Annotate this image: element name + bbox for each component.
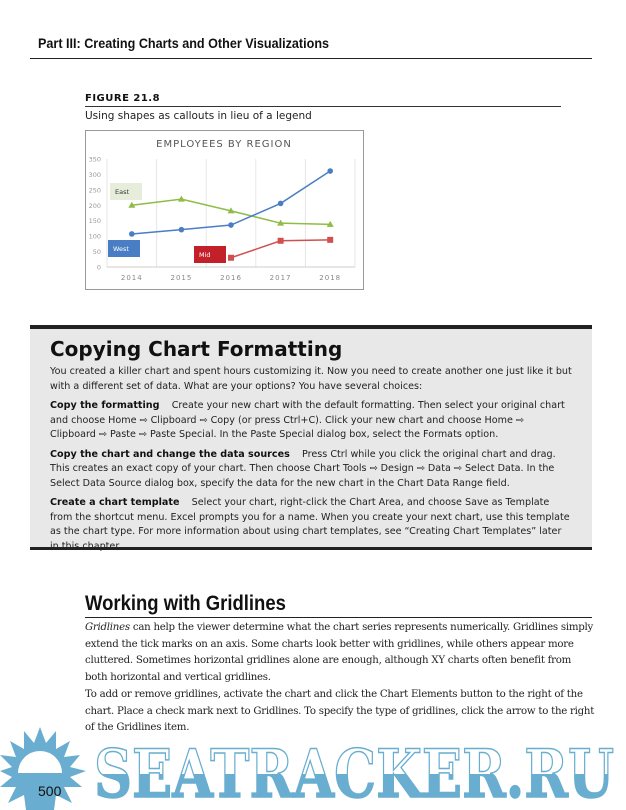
figure-caption: Using shapes as callouts in lieu of a legend (85, 110, 312, 122)
y-tick-label: 0 (96, 263, 101, 272)
section-heading: Working with Gridlines (85, 592, 286, 615)
term-gridlines: Gridlines (85, 622, 130, 633)
callout-label-mid: Mid (199, 251, 211, 259)
data-point-west (228, 222, 234, 228)
section-rule (85, 617, 592, 618)
x-tick-label: 2014 (120, 274, 143, 282)
sidebar-copying-chart-formatting (30, 325, 592, 550)
sidebar-text: Select your chart, right-click the Chart Area, and choose Save as Template from the shortcut menu. Excel prompts you for a name. When you create your next chart, use this template as the chart type. For more information about using chart templates, see “Creating Chart Templates” later in this chapter. (50, 497, 570, 552)
sidebar-item (50, 448, 572, 492)
watermark-text: SEATRACKER.RU (94, 735, 614, 810)
header-rule (30, 58, 592, 59)
sidebar-title: Copying Chart Formatting (50, 337, 343, 361)
y-tick-label: 150 (88, 217, 101, 226)
employees-line-chart (85, 130, 364, 290)
x-tick-label: 2018 (319, 274, 342, 282)
paragraph-text: can help the viewer determine what the chart series represents numerically. Gridlines simply extend the tick marks on an axis. Some charts look better with gridlines, while others appear more cluttered. Sometimes horizontal gridlines alone are enough, although XY charts often benefit from both horizontal and vertical gridlines. (85, 622, 594, 683)
body-paragraph-2: To add or remove gridlines, activate the chart and click the Chart Elements button to the right of the chart. Place a check mark next to Gridlines. To specify the type of gridlines, click the arrow to the right of the Gridlines item. (85, 689, 595, 733)
sidebar-item (50, 496, 572, 554)
y-tick-label: 250 (88, 186, 101, 195)
data-point-west (278, 201, 284, 207)
sidebar-term: Copy the formatting (50, 400, 160, 411)
sidebar-text: Press Ctrl while you click the original chart and drag. This creates an exact copy of your chart. Then choose Chart Tools ⇨ Design ⇨ Data ⇨ Select Data. In the Select Data Source dialog box, specify the data for the new chart in the Chart Data Range field. (50, 448, 556, 489)
watermark-logo (0, 725, 626, 810)
data-point-west (327, 168, 333, 174)
data-point-mid (278, 238, 284, 244)
data-point-west (179, 227, 185, 233)
body-paragraph-1 (85, 620, 595, 686)
x-tick-label: 2015 (170, 274, 193, 282)
data-point-mid (228, 255, 234, 261)
running-head: Part III: Creating Charts and Other Visualizations (38, 35, 330, 51)
sidebar-item (50, 399, 572, 443)
data-point-west (129, 231, 135, 237)
figure-rule (85, 106, 561, 107)
y-tick-label: 300 (88, 170, 101, 179)
sidebar-term: Create a chart template (50, 497, 180, 508)
x-tick-label: 2017 (269, 274, 292, 282)
sidebar-text: Create your new chart with the default formatting. Then select your original chart and choose Home ⇨ Clipboard ⇨ Copy (or press Ctrl+C). Click your new chart and choose Home ⇨ Clipboard ⇨ Paste ⇨ Paste Special. In the Paste Special dialog box, select the Formats option. (50, 400, 565, 440)
y-tick-label: 200 (88, 201, 101, 210)
y-tick-label: 100 (88, 232, 101, 241)
y-tick-label: 50 (92, 248, 101, 257)
x-tick-label: 2016 (220, 274, 242, 282)
sidebar-intro: You created a killer chart and spent hours customizing it. Now you need to create another one just like it but with a different set of data. What are your options? You have several choices: (50, 366, 572, 392)
figure-label: FIGURE 21.8 (85, 93, 161, 104)
y-tick-label: 350 (88, 155, 101, 164)
callout-label-east: East (115, 188, 130, 196)
page-number: 500 (38, 783, 62, 799)
callout-label-west: West (113, 245, 129, 253)
data-point-mid (327, 237, 333, 243)
chart-title: EMPLOYEES BY REGION (156, 139, 292, 150)
sidebar-term: Copy the chart and change the data sources (50, 448, 290, 460)
